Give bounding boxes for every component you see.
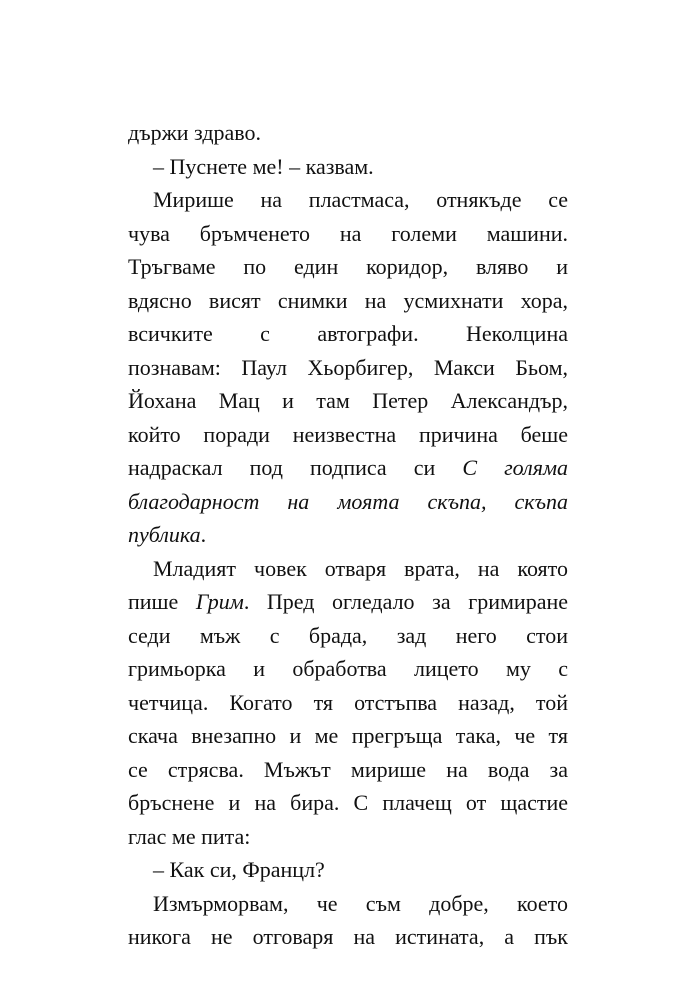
text-span: .	[200, 522, 207, 547]
text-span: държи здраво.	[128, 120, 262, 145]
text-span: . Пред огледало за гримиране	[243, 589, 568, 614]
text-span: чува бръмченето на големи машини.	[128, 220, 568, 246]
text-span: Мирише на пластмаса, отнякъде се	[153, 187, 568, 212]
text-span: Измърморвам, че съм добре, което	[153, 890, 568, 916]
text-span: Йохана Мац и там Петер Александър,	[128, 388, 568, 413]
dialogue-span: – Пуснете ме! – казвам.	[153, 153, 374, 179]
text-line	[128, 217, 568, 251]
text-span: глас ме пита:	[128, 823, 251, 849]
italic-span: благодарност на моята скъпа, скъпа	[128, 488, 568, 514]
text-line	[128, 284, 568, 318]
text-span: се стрясва. Мъжът мирише на вода за	[128, 756, 568, 782]
body-text	[128, 116, 568, 954]
text-line	[128, 485, 568, 519]
text-span: седи мъж с брада, зад него стои	[128, 622, 568, 648]
text-span: вдясно висят снимки на усмихнати хора,	[128, 287, 568, 313]
text-span: скача внезапно и ме прегръща така, че тя	[128, 723, 568, 748]
text-line	[128, 753, 568, 787]
italic-span: С голяма	[462, 455, 568, 480]
text-line	[128, 719, 568, 753]
text-line	[128, 619, 568, 653]
text-line	[128, 250, 568, 284]
text-line	[128, 552, 568, 586]
text-line	[128, 887, 568, 921]
text-line	[128, 652, 568, 686]
text-line	[128, 418, 568, 452]
text-line	[128, 686, 568, 720]
text-line	[128, 786, 568, 820]
text-span: четчица. Когато тя отстъпва назад, той	[128, 689, 568, 715]
text-span: Тръгваме по един коридор, вляво и	[128, 254, 568, 279]
text-line	[128, 116, 568, 150]
italic-span: публика	[128, 522, 201, 547]
text-line	[128, 384, 568, 418]
text-line	[128, 518, 568, 552]
dialogue-span: – Как си, Францл?	[153, 857, 325, 882]
text-span: пише	[128, 589, 196, 614]
text-span: гримьорка и обработва лицето му с	[128, 656, 568, 681]
text-line	[128, 853, 568, 887]
text-span: Младият човек отваря врата, на която	[153, 555, 568, 581]
text-span: познавам: Паул Хьорбигер, Макси Бьом,	[128, 354, 568, 380]
text-line	[128, 451, 568, 485]
text-line	[128, 920, 568, 954]
text-line	[128, 820, 568, 854]
text-span: бръснене и на бира. С плачещ от щастие	[128, 790, 568, 815]
text-line	[128, 150, 568, 184]
text-line	[128, 317, 568, 351]
text-line	[128, 183, 568, 217]
text-span: надраскал под подписа си	[128, 455, 463, 480]
text-line	[128, 351, 568, 385]
italic-span: Грим	[195, 589, 244, 614]
text-span: никога не отговаря на истината, а пък	[128, 924, 568, 949]
text-line	[128, 585, 568, 619]
text-span: който поради неизвестна причина беше	[128, 421, 568, 447]
text-span: всичките с автографи. Неколцина	[128, 321, 568, 346]
